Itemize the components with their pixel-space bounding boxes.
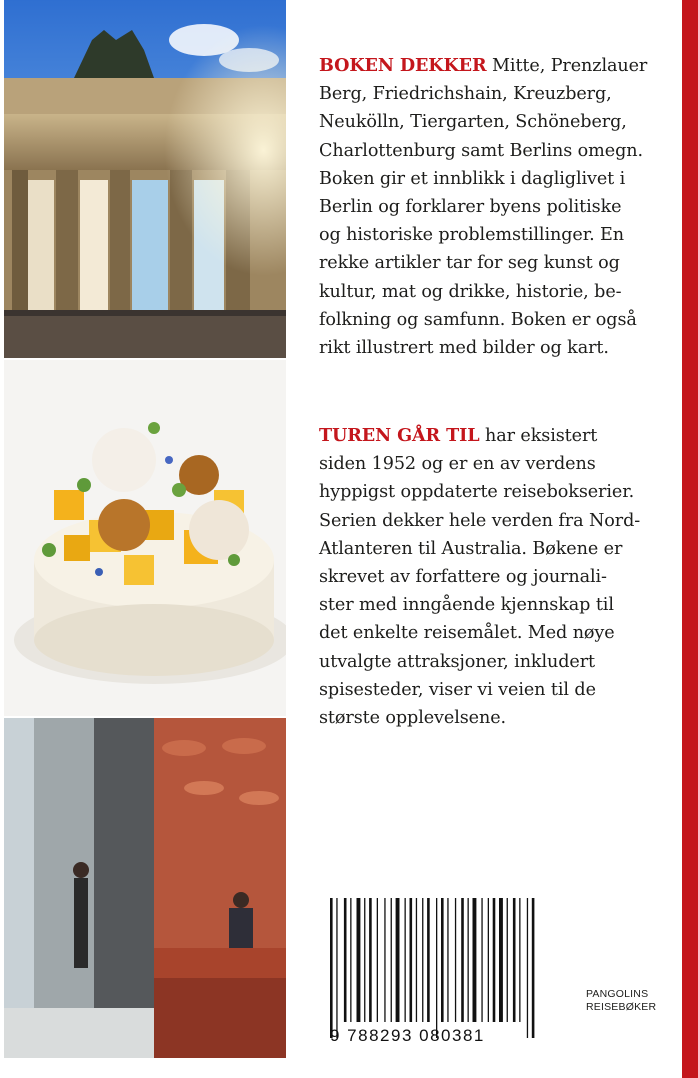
isbn-barcode — [330, 898, 552, 1044]
coverage-line-4: Charlottenburg samt Berlins omegn. — [319, 140, 643, 161]
barcode-bar — [384, 898, 385, 1022]
series-line-8: det enkelte reisemålet. Med nøye — [319, 623, 615, 644]
barcode-bar — [493, 898, 496, 1022]
coverage-line-6: Berlin og forklarer byens politiske — [319, 197, 622, 218]
publisher-line-2: REISEBØKER — [586, 1001, 657, 1013]
barcode-bar — [357, 898, 361, 1022]
barcode-bar — [519, 898, 520, 1022]
barcode-bar — [461, 898, 464, 1022]
series-line-9: utvalgte attraksjoner, inkludert — [319, 651, 595, 672]
coverage-line-5: Boken gir et innblikk i dagliglivet i — [319, 168, 626, 189]
series-first-line — [319, 422, 659, 450]
barcode-bar — [441, 898, 444, 1022]
barcode-bar — [532, 898, 535, 1038]
barcode-bar — [410, 898, 413, 1022]
barcode-bar — [436, 898, 437, 1038]
barcode-bar — [513, 898, 516, 1022]
barcode-bar — [507, 898, 508, 1022]
brand-stripe — [682, 0, 698, 1078]
barcode-bar — [422, 898, 423, 1022]
coverage-line-7: og historiske problemstillinger. En — [319, 225, 625, 246]
series-line-4: Serien dekker hele verden fra Nord- — [319, 510, 641, 531]
coverage-line-2: Berg, Friedrichshain, Kreuzberg, — [319, 84, 612, 105]
barcode-bar — [499, 898, 503, 1022]
coverage-line-1: Mitte, Prenzlauer — [492, 56, 648, 76]
series-line-10: spisesteder, viser vi veien til de — [319, 679, 596, 700]
barcode-bar — [473, 898, 477, 1022]
barcode-bar — [527, 898, 528, 1038]
barcode-bar — [447, 898, 448, 1022]
barcode-bar — [405, 898, 406, 1022]
coverage-description — [319, 52, 659, 362]
barcode-bar — [488, 898, 489, 1022]
barcode-bar — [350, 898, 351, 1022]
interior-lounge-photo — [4, 718, 286, 1058]
series-line-7: ster med inngående kjennskap til — [319, 595, 614, 616]
barcode-bar — [369, 898, 372, 1022]
coverage-line-10: folkning og samfunn. Boken er også — [319, 309, 637, 330]
series-line-1: har eksistert — [485, 426, 598, 446]
series-line-11: største opplevelsene. — [319, 708, 507, 729]
series-line-2: siden 1952 og er en av verdens — [319, 454, 596, 475]
barcode-bar — [364, 898, 365, 1022]
barcode-bar — [416, 898, 417, 1022]
barcode-bar — [468, 898, 469, 1022]
series-line-5: Atlanteren til Australia. Bøkene er — [319, 538, 623, 559]
coverage-line-11: rikt illustrert med bilder og kart. — [319, 338, 609, 359]
barcode-bar — [377, 898, 378, 1022]
series-lead: TUREN GÅR TIL — [319, 425, 480, 446]
series-description — [319, 422, 659, 732]
series-line-6: skrevet av forfattere og journali- — [319, 567, 607, 588]
publisher-logo-text — [586, 988, 666, 1014]
barcode-bar — [396, 898, 400, 1022]
coverage-lead: BOKEN DEKKER — [319, 55, 487, 76]
barcode-bar — [427, 898, 430, 1022]
barcode-bar — [344, 898, 347, 1022]
coverage-first-line — [319, 52, 659, 80]
barcode-bar — [330, 898, 333, 1038]
isbn-digits: 9 788293 080381 — [330, 1026, 485, 1045]
barcode-bar — [391, 898, 392, 1022]
brandenburg-gate-photo — [4, 0, 286, 358]
coverage-line-9: kultur, mat og drikke, historie, be- — [319, 281, 622, 302]
barcode-bar — [455, 898, 456, 1022]
publisher-line-1: PANGOLINS — [586, 988, 649, 1000]
dessert-plate-photo — [4, 360, 286, 716]
coverage-line-3: Neukölln, Tiergarten, Schöneberg, — [319, 112, 627, 133]
series-line-3: hyppigst oppdaterte reisebokserier. — [319, 482, 635, 503]
coverage-line-8: rekke artikler tar for seg kunst og — [319, 253, 620, 274]
barcode-bar — [336, 898, 337, 1038]
barcode-bar — [481, 898, 482, 1022]
